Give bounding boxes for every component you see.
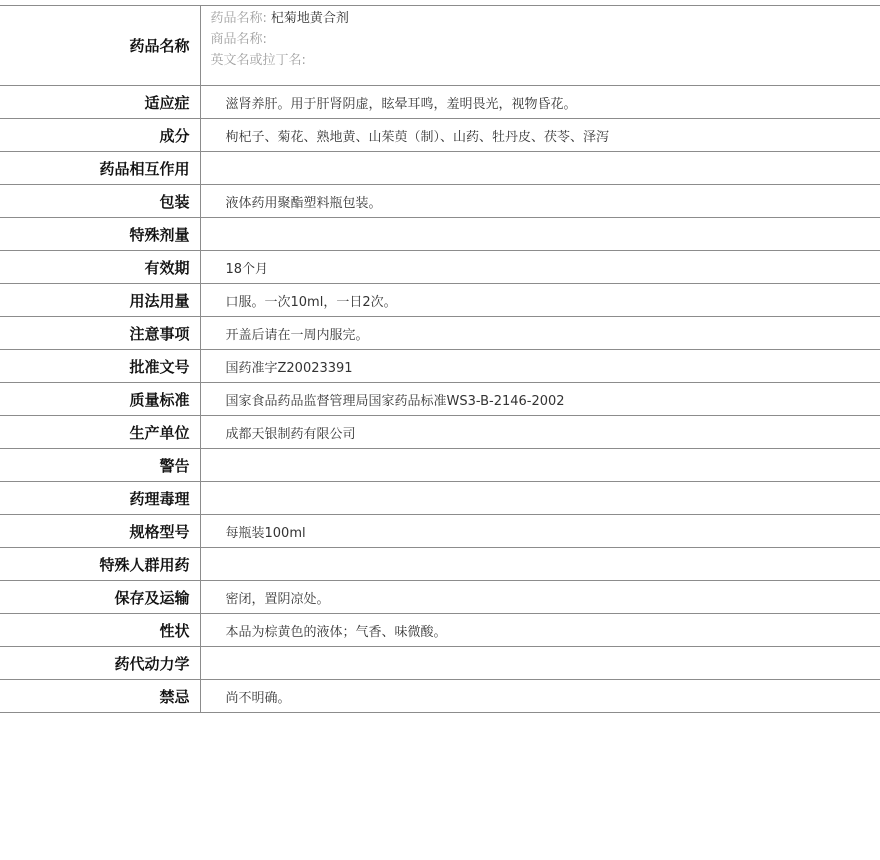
row-value: 尚不明确。 xyxy=(200,680,880,713)
row-label: 药品相互作用 xyxy=(0,152,200,185)
row-label: 批准文号 xyxy=(0,350,200,383)
spec-row-usage-dosage xyxy=(0,284,880,317)
row-label: 有效期 xyxy=(0,251,200,284)
row-label: 药品名称 xyxy=(0,6,200,86)
row-value xyxy=(200,647,880,680)
row-value xyxy=(200,449,880,482)
row-label: 注意事项 xyxy=(0,317,200,350)
spec-row-precautions xyxy=(0,317,880,350)
row-label: 性状 xyxy=(0,614,200,647)
row-label: 包装 xyxy=(0,185,200,218)
row-label: 用法用量 xyxy=(0,284,200,317)
row-value: 枸杞子、菊花、熟地黄、山茱萸（制）、山药、牡丹皮、茯苓、泽泻 xyxy=(200,119,880,152)
generic-name-value: 杞菊地黄合剂 xyxy=(270,11,349,26)
row-value: 18个月 xyxy=(200,251,880,284)
row-label: 质量标准 xyxy=(0,383,200,416)
spec-row-drug-interactions xyxy=(0,152,880,185)
row-label: 生产单位 xyxy=(0,416,200,449)
row-label: 特殊剂量 xyxy=(0,218,200,251)
drug-spec-table xyxy=(0,5,880,713)
spec-row-special-populations xyxy=(0,548,880,581)
spec-row-quality-standard xyxy=(0,383,880,416)
generic-name-key: 药品名称: xyxy=(210,11,267,26)
row-label: 禁忌 xyxy=(0,680,200,713)
english-name-key: 英文名或拉丁名: xyxy=(210,53,306,68)
row-value xyxy=(200,548,880,581)
row-label: 药理毒理 xyxy=(0,482,200,515)
english-name-line xyxy=(211,50,880,71)
row-value: 液体药用聚酯塑料瓶包装。 xyxy=(200,185,880,218)
row-value: 国家食品药品监督管理局国家药品标准WS3-B-2146-2002 xyxy=(200,383,880,416)
spec-row-shelf-life xyxy=(0,251,880,284)
spec-row-indications xyxy=(0,86,880,119)
drug-name-cell xyxy=(200,6,880,86)
spec-row-contraindications xyxy=(0,680,880,713)
spec-row-packaging xyxy=(0,185,880,218)
spec-row-ingredients xyxy=(0,119,880,152)
spec-row-storage-transport xyxy=(0,581,880,614)
spec-row-pharmacology-toxicology xyxy=(0,482,880,515)
row-label: 特殊人群用药 xyxy=(0,548,200,581)
spec-row-manufacturer xyxy=(0,416,880,449)
trade-name-key: 商品名称: xyxy=(210,32,267,47)
spec-row-drug-name xyxy=(0,6,880,86)
row-value: 开盖后请在一周内服完。 xyxy=(200,317,880,350)
spec-row-warnings xyxy=(0,449,880,482)
trade-name-line xyxy=(211,29,880,50)
row-value xyxy=(200,152,880,185)
row-label: 保存及运输 xyxy=(0,581,200,614)
row-value: 成都天银制药有限公司 xyxy=(200,416,880,449)
row-value: 国药准字Z20023391 xyxy=(200,350,880,383)
row-label: 适应症 xyxy=(0,86,200,119)
spec-row-pharmacokinetics xyxy=(0,647,880,680)
row-value: 本品为棕黄色的液体；气香、味微酸。 xyxy=(200,614,880,647)
row-value: 密闭，置阴凉处。 xyxy=(200,581,880,614)
row-label: 成分 xyxy=(0,119,200,152)
generic-name-line xyxy=(211,8,880,29)
spec-row-special-dosage xyxy=(0,218,880,251)
row-value: 滋肾养肝。用于肝肾阴虚，眩晕耳鸣，羞明畏光，视物昏花。 xyxy=(200,86,880,119)
row-label: 警告 xyxy=(0,449,200,482)
row-value: 口服。一次10ml，一日2次。 xyxy=(200,284,880,317)
row-value xyxy=(200,218,880,251)
row-value: 每瓶装100ml xyxy=(200,515,880,548)
row-label: 药代动力学 xyxy=(0,647,200,680)
row-label: 规格型号 xyxy=(0,515,200,548)
spec-row-approval-number xyxy=(0,350,880,383)
spec-row-description xyxy=(0,614,880,647)
row-value xyxy=(200,482,880,515)
spec-row-specification xyxy=(0,515,880,548)
